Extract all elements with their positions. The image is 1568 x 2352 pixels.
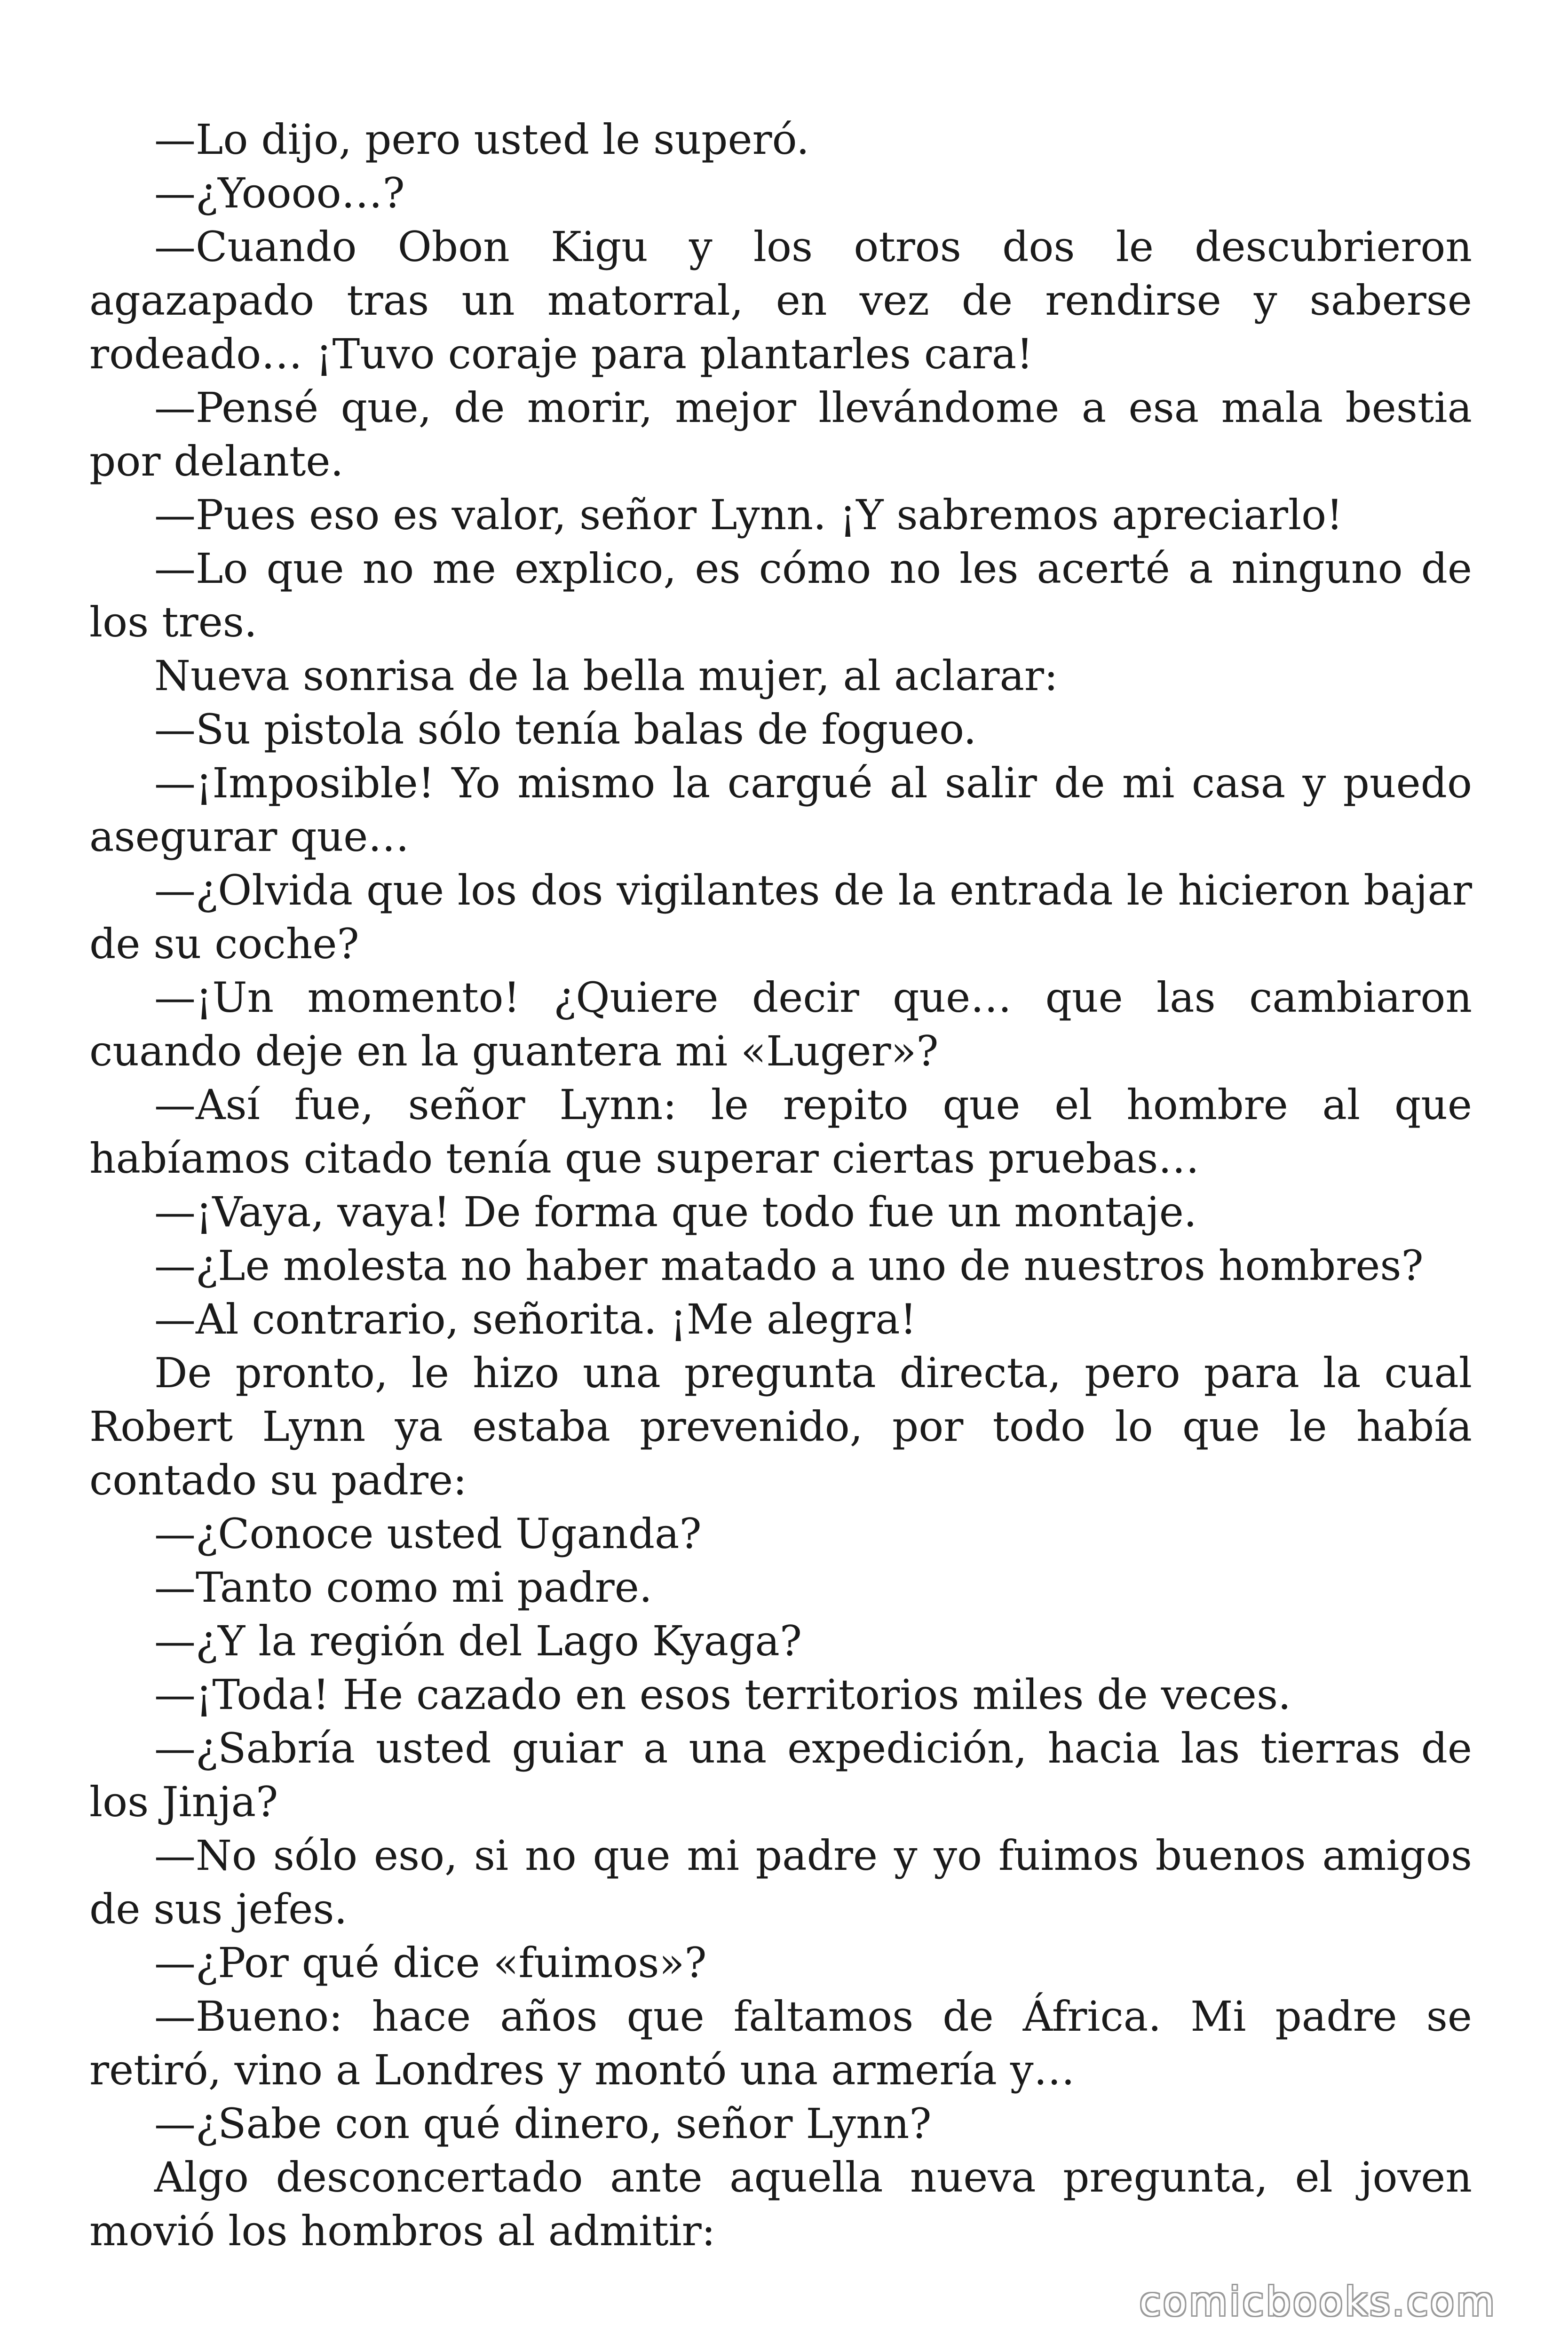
paragraph: Nueva sonrisa de la bella mujer, al aclarar: — [154, 652, 1058, 700]
paragraph: —Así fue, señor Lynn: le repito que el hombre al que habíamos citado tenía que superar ciertas pruebas… — [89, 1081, 1472, 1183]
paragraph: —Pensé que, de morir, mejor llevándome a esa mala bestia por delante. — [89, 383, 1472, 485]
paragraph: —Lo dijo, pero usted le superó. — [154, 115, 810, 164]
page-text — [89, 113, 1472, 2258]
paragraph: —Cuando Obon Kigu y los otros dos le descubrieron agazapado tras un matorral, en vez de rendirse y saberse rodeado… ¡Tuvo coraje para plantarles cara! — [89, 222, 1472, 378]
paragraph: —Pues eso es valor, señor Lynn. ¡Y sabremos apreciarlo! — [154, 491, 1343, 539]
paragraph: —¿Yoooo…? — [154, 169, 405, 217]
watermark: comicbooks.com — [1139, 2279, 1497, 2325]
paragraph: —¿Le molesta no haber matado a uno de nuestros hombres? — [154, 1241, 1424, 1290]
paragraph: —Lo que no me explico, es cómo no les acerté a ninguno de los tres. — [89, 544, 1472, 646]
paragraph: —¡Un momento! ¿Quiere decir que… que las cambiaron cuando deje en la guantera mi «Luger»? — [89, 973, 1472, 1075]
paragraph: —Su pistola sólo tenía balas de fogueo. — [154, 705, 977, 754]
paragraph: —¡Toda! He cazado en esos territorios miles de veces. — [154, 1670, 1291, 1719]
paragraph: —No sólo eso, si no que mi padre y yo fuimos buenos amigos de sus jefes. — [89, 1831, 1472, 1933]
paragraph: Algo desconcertado ante aquella nueva pregunta, el joven movió los hombros al admitir: — [89, 2153, 1472, 2255]
paragraph: —Al contrario, señorita. ¡Me alegra! — [154, 1295, 917, 1343]
paragraph: —Tanto como mi padre. — [154, 1563, 652, 1612]
paragraph: —¿Sabría usted guiar a una expedición, hacia las tierras de los Jinja? — [89, 1724, 1472, 1826]
paragraph: —¡Imposible! Yo mismo la cargué al salir de mi casa y puedo asegurar que… — [89, 759, 1472, 861]
paragraph: —¿Y la región del Lago Kyaga? — [154, 1617, 802, 1665]
paragraph: —¿Conoce usted Uganda? — [154, 1510, 702, 1558]
paragraph: —¿Por qué dice «fuimos»? — [154, 1939, 707, 1987]
paragraph: —Bueno: hace años que faltamos de África. Mi padre se retiró, vino a Londres y montó una armería y… — [89, 1992, 1472, 2094]
paragraph: De pronto, le hizo una pregunta directa, pero para la cual Robert Lynn ya estaba prevenido, por todo lo que le había contado su padre: — [89, 1349, 1472, 1504]
paragraph: —¿Olvida que los dos vigilantes de la entrada le hicieron bajar de su coche? — [89, 866, 1472, 968]
paragraph: —¡Vaya, vaya! De forma que todo fue un montaje. — [154, 1188, 1197, 1236]
paragraph: —¿Sabe con qué dinero, señor Lynn? — [154, 2099, 932, 2148]
